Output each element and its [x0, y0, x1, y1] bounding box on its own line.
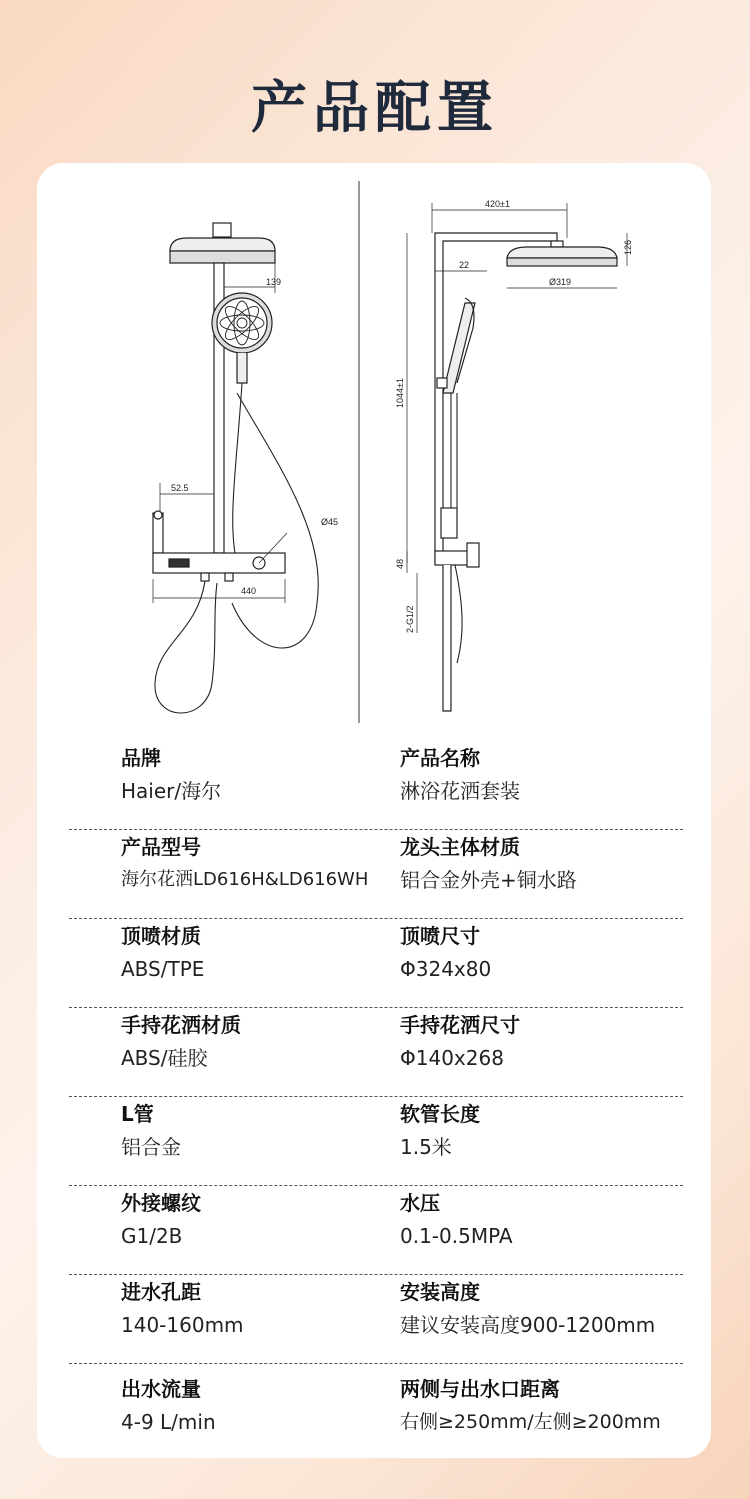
spec-label: 产品型号 — [121, 835, 201, 859]
spec-label: 顶喷材质 — [121, 924, 201, 948]
spec-value: Φ324x80 — [400, 957, 492, 981]
spec-label: 产品名称 — [400, 746, 480, 770]
spec-row — [69, 741, 683, 830]
spec-label: 水压 — [400, 1191, 440, 1215]
spec-value: 铝合金 — [121, 1135, 181, 1159]
spec-cell-pressure — [400, 1186, 513, 1250]
spec-value: 海尔花洒LD616H&LD616WH — [121, 869, 369, 890]
spec-cell-product-name — [400, 741, 520, 805]
front-view-drawing — [153, 223, 318, 713]
spec-cell-brand — [121, 741, 221, 805]
spec-value: 建议安装高度900-1200mm — [400, 1313, 656, 1337]
spec-label: 顶喷尺寸 — [400, 924, 480, 948]
spec-cell-hand-material — [121, 1008, 241, 1072]
spec-row — [69, 919, 683, 1008]
spec-cell-flow — [121, 1372, 216, 1436]
spec-label: 手持花洒尺寸 — [400, 1013, 520, 1037]
spec-row — [69, 1275, 683, 1364]
dim-head-height: 126 — [623, 239, 633, 255]
spec-cell-body-material — [400, 830, 577, 894]
spec-label: 龙头主体材质 — [400, 835, 520, 859]
spec-value: 铝合金外壳+铜水路 — [400, 868, 577, 892]
product-drawings — [37, 163, 711, 733]
spec-label: 两侧与出水口距离 — [400, 1377, 560, 1401]
dim-body-width: 440 — [241, 586, 257, 596]
spec-label: L管 — [121, 1102, 154, 1126]
spec-value: G1/2B — [121, 1224, 183, 1248]
spec-row — [69, 1364, 683, 1460]
spec-cell-install-height — [400, 1275, 655, 1339]
spec-cell-side-clearance — [400, 1372, 661, 1436]
dim-total-height: 1044±1 — [395, 378, 405, 408]
spec-label: 安装高度 — [400, 1280, 480, 1304]
dim-hose-diameter: Ø45 — [321, 517, 339, 527]
spec-cell-model — [121, 830, 368, 894]
spec-label: 外接螺纹 — [121, 1191, 201, 1215]
spec-card — [37, 163, 711, 1458]
spec-value: 0.1-0.5MPA — [400, 1224, 513, 1248]
spec-cell-hose-length — [400, 1097, 480, 1161]
spec-cell-top-size — [400, 919, 491, 983]
spec-value: 4-9 L/min — [121, 1410, 216, 1434]
dim-thread: 2-G1/2 — [405, 605, 415, 633]
dim-handshower-offset: 139 — [266, 277, 282, 287]
spec-label: 出水流量 — [121, 1377, 201, 1401]
spec-row — [69, 830, 683, 919]
spec-cell-inlet-spacing — [121, 1275, 244, 1339]
spec-cell-thread — [121, 1186, 201, 1250]
dim-tube-offset: 52.5 — [171, 483, 189, 493]
spec-value: 淋浴花洒套装 — [400, 779, 520, 803]
dim-tube: 22 — [459, 260, 470, 270]
spec-cell-hand-size — [400, 1008, 520, 1072]
side-view-drawing — [407, 203, 627, 711]
spec-cell-top-material — [121, 919, 204, 983]
dim-head-diameter: Ø319 — [549, 277, 572, 287]
page-title: 产品配置 — [251, 76, 499, 141]
spec-value: ABS/硅胶 — [121, 1046, 208, 1070]
spec-label: 手持花洒材质 — [121, 1013, 241, 1037]
spec-value: 1.5米 — [400, 1135, 452, 1159]
dim-arm-length: 420±1 — [485, 199, 510, 209]
spec-row — [69, 1008, 683, 1097]
spec-table — [69, 741, 683, 1460]
spec-row — [69, 1186, 683, 1275]
spec-value: Φ140x268 — [400, 1046, 504, 1070]
spec-label: 品牌 — [121, 746, 161, 770]
spec-label: 软管长度 — [400, 1102, 480, 1126]
spec-cell-l-pipe — [121, 1097, 181, 1161]
spec-value: Haier/海尔 — [121, 779, 222, 803]
spec-label: 进水孔距 — [121, 1280, 201, 1304]
spec-row — [69, 1097, 683, 1186]
dim-connector: 48 — [395, 558, 405, 569]
spec-value: 140-160mm — [121, 1313, 244, 1337]
spec-value: 右侧≥250mm/左侧≥200mm — [400, 1411, 661, 1433]
spec-value: ABS/TPE — [121, 957, 205, 981]
